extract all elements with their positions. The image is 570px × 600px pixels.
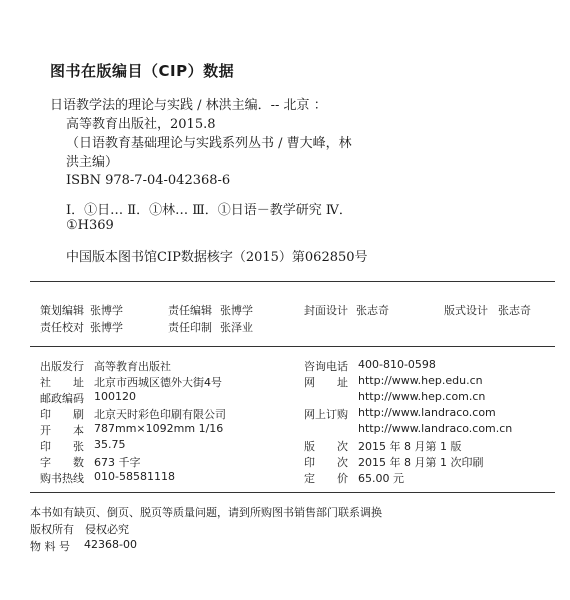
editor-value-planning: 张博学 xyxy=(90,304,123,317)
publish-value-postcode: 100120 xyxy=(94,390,136,403)
cip-line-classification-cont: ①H369 xyxy=(66,218,114,233)
publish-label-edition: 版 次 xyxy=(304,440,348,453)
publish-value-order-comcn: http://www.landraco.com.cn xyxy=(358,422,513,435)
publish-label-phone: 咨询电话 xyxy=(304,360,348,373)
publish-value-printing-time: 2015 年 8 月第 1 次印刷 xyxy=(358,456,484,469)
editor-label-responsible: 责任编辑 xyxy=(168,304,212,317)
cip-line-classification: Ⅰ．①日… Ⅱ．①林… Ⅲ．①日语－教学研究 Ⅳ． xyxy=(66,203,352,218)
cip-line-series: （日语教育基础理论与实践系列丛书 / 曹大峰，林 xyxy=(66,136,352,151)
publish-value-wordcount: 673 千字 xyxy=(94,456,141,469)
cip-line-isbn: ISBN 978-7-04-042368-6 xyxy=(66,173,231,188)
publish-label-format: 开 本 xyxy=(40,424,84,437)
editor-value-printing: 张泽业 xyxy=(220,321,253,334)
publish-value-website-edu: http://www.hep.edu.cn xyxy=(358,374,483,387)
editor-label-printing: 责任印制 xyxy=(168,321,212,334)
publish-value-publisher: 高等教育出版社 xyxy=(94,360,171,373)
publish-value-hotline: 010-58581118 xyxy=(94,470,175,483)
publish-label-publisher: 出版发行 xyxy=(40,360,84,373)
quality-notice: 本书如有缺页、倒页、脱页等质量问题，请到所购图书销售部门联系调换 xyxy=(30,506,382,519)
publish-label-online-order: 网上订购 xyxy=(304,408,348,421)
publish-value-sheets: 35.75 xyxy=(94,438,126,451)
editor-value-cover: 张志奇 xyxy=(356,304,389,317)
publish-value-order-com: http://www.landraco.com xyxy=(358,406,496,419)
divider-middle xyxy=(30,346,555,347)
publish-label-price: 定 价 xyxy=(304,472,348,485)
editor-label-proofread: 责任校对 xyxy=(40,321,84,334)
editor-value-layout: 张志奇 xyxy=(498,304,531,317)
rights-notice: 版权所有 侵权必究 xyxy=(30,523,129,536)
publish-value-phone: 400-810-0598 xyxy=(358,358,436,371)
publish-label-printer: 印 刷 xyxy=(40,408,84,421)
editor-value-proofread: 张博学 xyxy=(90,321,123,334)
publish-value-printer: 北京天时彩色印刷有限公司 xyxy=(94,408,226,421)
editor-value-responsible: 张博学 xyxy=(220,304,253,317)
publish-label-postcode: 邮政编码 xyxy=(40,392,84,405)
editor-label-planning: 策划编辑 xyxy=(40,304,84,317)
editor-label-cover: 封面设计 xyxy=(304,304,348,317)
divider-bottom xyxy=(30,492,555,493)
cip-line-series-cont: 洪主编） xyxy=(66,155,119,170)
cip-heading: 图书在版编目（CIP）数据 xyxy=(50,62,235,80)
publish-value-format: 787mm×1092mm 1/16 xyxy=(94,422,224,435)
divider-top xyxy=(30,281,555,282)
publish-value-website-com: http://www.hep.com.cn xyxy=(358,390,486,403)
publish-label-sheets: 印 张 xyxy=(40,440,84,453)
item-number-label: 物 料 号 xyxy=(30,540,70,553)
publish-label-printing-time: 印 次 xyxy=(304,456,348,469)
cip-line-title: 日语教学法的理论与实践 / 林洪主编．-- 北京 ： xyxy=(50,98,327,113)
publish-value-price: 65.00 元 xyxy=(358,472,404,485)
publish-value-edition: 2015 年 8 月第 1 版 xyxy=(358,440,462,453)
publish-label-wordcount: 字 数 xyxy=(40,456,84,469)
cip-line-publisher: 高等教育出版社，2015.8 xyxy=(66,117,216,132)
publish-value-address: 北京市西城区德外大街4号 xyxy=(94,376,222,389)
item-number-value: 42368-00 xyxy=(84,538,137,551)
cip-line-cip-number: 中国版本图书馆CIP数据核字（2015）第062850号 xyxy=(66,250,368,265)
editor-label-layout: 版式设计 xyxy=(444,304,488,317)
publish-label-website: 网 址 xyxy=(304,376,348,389)
publish-label-address: 社 址 xyxy=(40,376,84,389)
publish-label-hotline: 购书热线 xyxy=(40,472,84,485)
